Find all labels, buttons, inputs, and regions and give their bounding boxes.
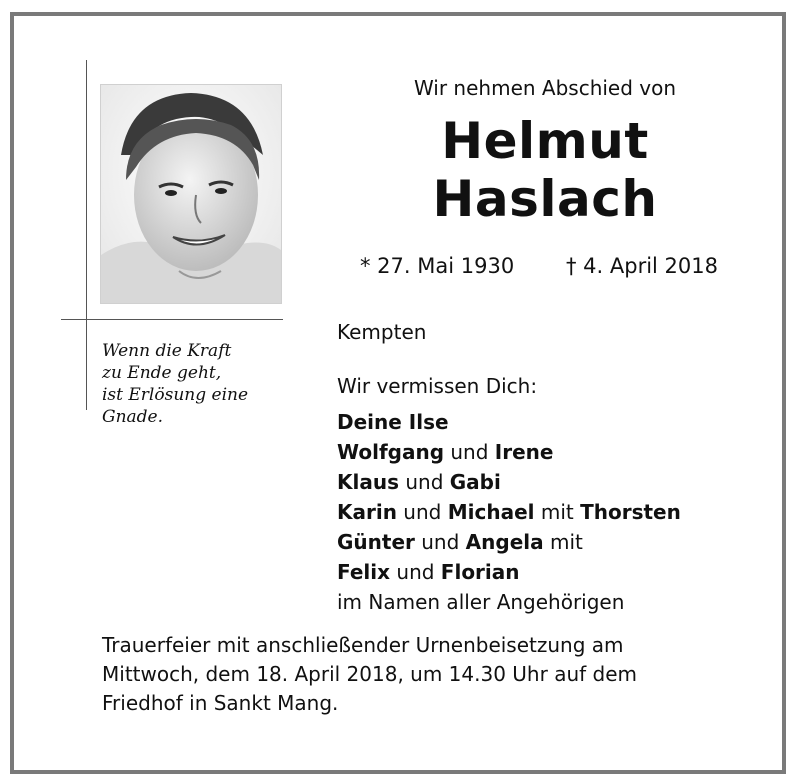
mourner-row [337, 467, 681, 497]
mourner-name: Klaus [337, 470, 399, 494]
cross-vertical-line [86, 60, 87, 410]
quote-line: ist Erlösung eine [102, 385, 249, 405]
relatives-note: im Namen aller Angehörigen [337, 590, 625, 614]
mourner-name: Karin [337, 500, 397, 524]
connector: und [444, 440, 495, 464]
cross-horizontal-line [61, 319, 283, 320]
memorial-quote [102, 340, 292, 428]
mourner-name: Wolfgang [337, 440, 445, 464]
mourners-list [337, 407, 681, 617]
mourner-name: Thorsten [580, 500, 681, 524]
notice-line: Mittwoch, dem 18. April 2018, um 14.30 Uhr auf dem [102, 662, 637, 686]
death-date: † 4. April 2018 [566, 254, 719, 278]
quote-line: Wenn die Kraft [102, 341, 232, 361]
mourner-row [337, 437, 681, 467]
birth-date: * 27. Mai 1930 [360, 254, 515, 278]
funeral-notice [102, 631, 742, 718]
mourner-row [337, 557, 681, 587]
mourner-name: Angela [465, 530, 544, 554]
notice-line: Friedhof in Sankt Mang. [102, 691, 339, 715]
quote-line: zu Ende geht, [102, 363, 222, 383]
first-name: Helmut [441, 112, 649, 170]
mourner-name: Gabi [449, 470, 501, 494]
mourner-name: Günter [337, 530, 415, 554]
connector: mit [534, 500, 581, 524]
mourner-row [337, 527, 681, 557]
mourner-name: Deine Ilse [337, 410, 449, 434]
city: Kempten [337, 320, 427, 344]
connector: mit [543, 530, 583, 554]
mourner-row [337, 497, 681, 527]
connector: und [399, 470, 450, 494]
mourner-name: Florian [440, 560, 520, 584]
connector: und [396, 500, 448, 524]
connector: und [414, 530, 466, 554]
quote-line: Gnade. [102, 407, 164, 427]
mourner-name: Irene [494, 440, 554, 464]
connector: und [390, 560, 441, 584]
portrait-photo [100, 84, 282, 304]
deceased-name [340, 112, 750, 228]
mourners-heading: Wir vermissen Dich: [337, 374, 538, 398]
mourner-row [337, 407, 681, 437]
mourner-name: Felix [337, 560, 391, 584]
notice-line: Trauerfeier mit anschließender Urnenbeisetzung am [102, 633, 624, 657]
mourner-name: Michael [447, 500, 535, 524]
intro-text: Wir nehmen Abschied von [413, 76, 677, 100]
last-name: Haslach [432, 170, 658, 228]
mourner-row [337, 587, 681, 617]
